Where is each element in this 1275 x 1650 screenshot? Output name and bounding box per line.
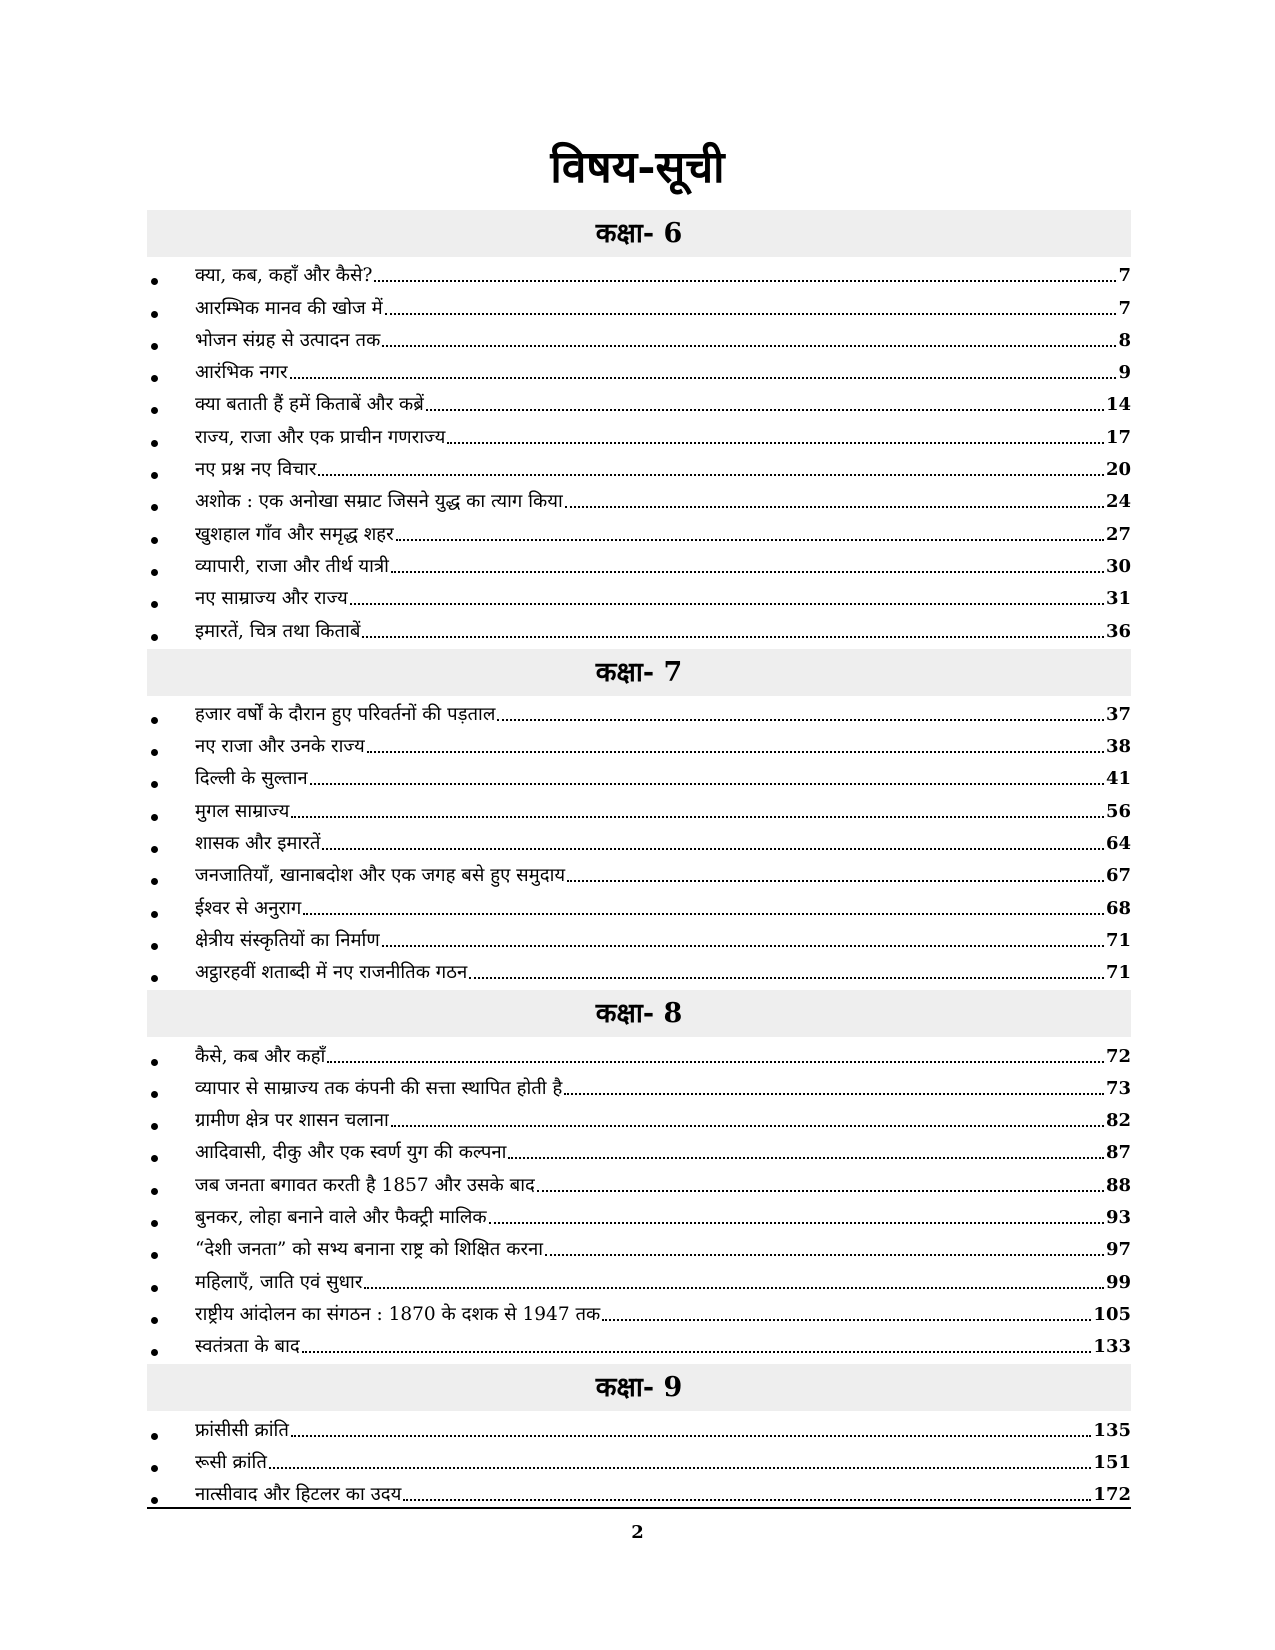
bullet-icon (151, 717, 158, 724)
dot-leader (322, 848, 1104, 850)
toc-entry[interactable] (147, 517, 1131, 549)
entry-title: नए प्रश्न नए विचार (195, 459, 317, 481)
entry-page-number: 7 (1118, 297, 1131, 319)
entry-list (147, 1037, 1131, 1364)
toc-entry[interactable] (147, 388, 1131, 420)
entry-page-number: 38 (1105, 736, 1131, 758)
dot-leader (362, 636, 1104, 638)
entry-page-number: 97 (1105, 1239, 1131, 1261)
bullet-icon (151, 814, 158, 821)
entry-title: स्वतंत्रता के बाद (195, 1336, 300, 1358)
bullet-icon (151, 943, 158, 950)
toc-entry[interactable] (147, 1168, 1131, 1200)
entry-title: क्षेत्रीय संस्कृतियों का निर्माण (195, 929, 380, 951)
entry-page-number: 133 (1093, 1336, 1131, 1358)
bullet-icon (151, 975, 158, 982)
entry-title: ग्रामीण क्षेत्र पर शासन चलाना (195, 1110, 389, 1132)
bullet-icon (151, 781, 158, 788)
bullet-icon (151, 1220, 158, 1227)
toc-entry[interactable] (147, 1104, 1131, 1136)
bullet-icon (151, 472, 158, 479)
toc-entry[interactable] (147, 891, 1131, 923)
toc-entry[interactable] (147, 1039, 1131, 1071)
toc-entry[interactable] (147, 324, 1131, 356)
bullet-icon (151, 1317, 158, 1324)
footer-rule (147, 1507, 1131, 1509)
entry-title: “देशी जनता” को सभ्य बनाना राष्ट्र को शिक्षित करना (195, 1239, 544, 1261)
entry-title: अशोक : एक अनोखा सम्राट जिसने युद्ध का त्याग किया (195, 491, 563, 513)
entry-page-number: 56 (1105, 800, 1131, 822)
bullet-icon (151, 1091, 158, 1098)
entry-page-number: 9 (1118, 362, 1131, 384)
toc-entry[interactable] (147, 924, 1131, 956)
dot-leader (469, 977, 1104, 979)
dot-leader (447, 442, 1104, 444)
bullet-icon (151, 375, 158, 382)
dot-leader (291, 1435, 1092, 1437)
bullet-icon (151, 1497, 158, 1504)
bullet-icon (151, 537, 158, 544)
bullet-icon (151, 1188, 158, 1195)
bullet-icon (151, 634, 158, 641)
entry-page-number: 99 (1105, 1271, 1131, 1293)
entry-title: जब जनता बगावत करती है 1857 और उसके बाद (195, 1174, 535, 1196)
toc-entry[interactable] (147, 698, 1131, 730)
dot-leader (291, 816, 1104, 818)
bullet-icon (151, 1059, 158, 1066)
bullet-icon (151, 311, 158, 318)
dot-leader (565, 506, 1104, 508)
dot-leader (545, 1254, 1104, 1256)
entry-title: राष्ट्रीय आंदोलन का संगठन : 1870 के दशक से 1947 तक (195, 1303, 601, 1325)
dot-leader (382, 345, 1116, 347)
toc-entry[interactable] (147, 956, 1131, 988)
toc-entry[interactable] (147, 1413, 1131, 1445)
dot-leader (303, 913, 1104, 915)
dot-leader (497, 719, 1104, 721)
entry-title: महिलाएँ, जाति एवं सुधार (195, 1271, 363, 1293)
entry-title: नए राजा और उनके राज्य (195, 736, 365, 758)
dot-leader (269, 1467, 1092, 1469)
toc-entry[interactable] (147, 1072, 1131, 1104)
dot-leader (391, 1125, 1104, 1127)
entry-page-number: 20 (1105, 459, 1131, 481)
entry-title: ईश्वर से अनुराग (195, 897, 302, 919)
entry-title: व्यापारी, राजा और तीर्थ यात्री (195, 555, 389, 577)
entry-page-number: 71 (1105, 962, 1131, 984)
section-class-9 (147, 1364, 1131, 1512)
entry-page-number: 88 (1105, 1174, 1131, 1196)
dot-leader (564, 1093, 1104, 1095)
entry-list (147, 696, 1131, 991)
entry-page-number: 31 (1105, 588, 1131, 610)
entry-page-number: 27 (1105, 523, 1131, 545)
section-class-7 (147, 649, 1131, 991)
entry-title: फ्रांसीसी क्रांति (195, 1419, 289, 1441)
entry-page-number: 8 (1118, 329, 1131, 351)
toc-entry[interactable] (147, 730, 1131, 762)
toc-entry[interactable] (147, 762, 1131, 794)
entry-page-number: 14 (1105, 394, 1131, 416)
section-heading: कक्षा- 7 (147, 649, 1131, 696)
section-heading: कक्षा- 8 (147, 990, 1131, 1037)
entry-page-number: 7 (1118, 265, 1131, 287)
dot-leader (567, 880, 1104, 882)
bullet-icon (151, 1155, 158, 1162)
dot-leader (310, 783, 1104, 785)
entry-page-number: 72 (1105, 1045, 1131, 1067)
entry-title: इमारतें, चित्र तथा किताबें (195, 620, 361, 642)
toc-entry[interactable] (147, 453, 1131, 485)
entry-page-number: 17 (1105, 426, 1131, 448)
bullet-icon (151, 1433, 158, 1440)
dot-leader (318, 474, 1104, 476)
entry-page-number: 67 (1105, 865, 1131, 887)
bullet-icon (151, 1465, 158, 1472)
page-number: 2 (631, 1522, 644, 1543)
toc-entry[interactable] (147, 827, 1131, 859)
entry-title: अट्ठारहवीं शताब्दी में नए राजनीतिक गठन (195, 962, 468, 984)
entry-page-number: 36 (1105, 620, 1131, 642)
entry-title: व्यापार से साम्राज्य तक कंपनी की सत्ता स्थापित होती है (195, 1077, 563, 1099)
dot-leader (385, 313, 1117, 315)
toc-entry[interactable] (147, 1478, 1131, 1510)
entry-title: खुशहाल गाँव और समृद्ध शहर (195, 523, 394, 545)
dot-leader (350, 603, 1104, 605)
dot-leader (403, 1499, 1091, 1501)
toc-entry[interactable] (147, 1298, 1131, 1330)
entry-page-number: 87 (1105, 1142, 1131, 1164)
entry-list (147, 1411, 1131, 1512)
entry-title: दिल्ली के सुल्तान (195, 768, 308, 790)
entry-page-number: 172 (1093, 1484, 1131, 1506)
dot-leader (396, 539, 1104, 541)
entry-title: क्या, कब, कहाँ और कैसे? (195, 265, 373, 287)
entry-title: शासक और इमारतें (195, 833, 321, 855)
entry-page-number: 135 (1093, 1419, 1131, 1441)
bullet-icon (151, 911, 158, 918)
toc-entry[interactable] (147, 1201, 1131, 1233)
dot-leader (602, 1319, 1091, 1321)
dot-leader (508, 1157, 1104, 1159)
section-heading: कक्षा- 9 (147, 1364, 1131, 1411)
entry-title: नात्सीवाद और हिटलर का उदय (195, 1484, 402, 1506)
toc-entry[interactable] (147, 859, 1131, 891)
entry-page-number: 71 (1105, 929, 1131, 951)
entry-page-number: 151 (1093, 1451, 1131, 1473)
bullet-icon (151, 569, 158, 576)
toc-entry[interactable] (147, 1446, 1131, 1478)
entry-page-number: 30 (1105, 555, 1131, 577)
entry-title: आरम्भिक मानव की खोज में (195, 297, 383, 319)
entry-title: आदिवासी, दीकु और एक स्वर्ण युग की कल्पना (195, 1142, 507, 1164)
dot-leader (537, 1190, 1104, 1192)
toc-entry[interactable] (147, 1233, 1131, 1265)
bullet-icon (151, 601, 158, 608)
toc-entry[interactable] (147, 259, 1131, 291)
bullet-icon (151, 878, 158, 885)
entry-title: राज्य, राजा और एक प्राचीन गणराज्य (195, 426, 446, 448)
entry-page-number: 105 (1093, 1303, 1131, 1325)
entry-title: बुनकर, लोहा बनाने वाले और फैक्ट्री मालिक (195, 1207, 487, 1229)
entry-page-number: 93 (1105, 1207, 1131, 1229)
bullet-icon (151, 1252, 158, 1259)
entry-title: भोजन संग्रह से उत्पादन तक (195, 329, 381, 351)
section-heading: कक्षा- 6 (147, 210, 1131, 257)
toc-entry[interactable] (147, 794, 1131, 826)
toc-entry[interactable] (147, 582, 1131, 614)
entry-title: हजार वर्षों के दौरान हुए परिवर्तनों की पड़ताल (195, 703, 496, 725)
dot-leader (327, 1061, 1104, 1063)
entry-page-number: 68 (1105, 897, 1131, 919)
toc-entry[interactable] (147, 1136, 1131, 1168)
bullet-icon (151, 749, 158, 756)
toc-entry[interactable] (147, 291, 1131, 323)
toc-entry[interactable] (147, 356, 1131, 388)
dot-leader (374, 280, 1116, 282)
dot-leader (426, 409, 1104, 411)
entry-title: नए साम्राज्य और राज्य (195, 588, 348, 610)
entry-page-number: 73 (1105, 1077, 1131, 1099)
toc-entry[interactable] (147, 550, 1131, 582)
toc-entry[interactable] (147, 1330, 1131, 1362)
bullet-icon (151, 1349, 158, 1356)
bullet-icon (151, 1123, 158, 1130)
toc-entry[interactable] (147, 420, 1131, 452)
dot-leader (302, 1351, 1092, 1353)
dot-leader (382, 945, 1104, 947)
section-class-8 (147, 990, 1131, 1364)
entry-title: क्या बताती हैं हमें किताबें और कब्रें (195, 394, 424, 416)
entry-page-number: 24 (1105, 491, 1131, 513)
toc-entry[interactable] (147, 1265, 1131, 1297)
section-class-6 (147, 210, 1131, 649)
toc-entry[interactable] (147, 485, 1131, 517)
bullet-icon (151, 1285, 158, 1292)
page-title: विषय-सूची (550, 142, 725, 193)
entry-page-number: 41 (1105, 768, 1131, 790)
entry-page-number: 64 (1105, 833, 1131, 855)
dot-leader (290, 377, 1117, 379)
bullet-icon (151, 407, 158, 414)
entry-title: जनजातियाँ, खानाबदोश और एक जगह बसे हुए समुदाय (195, 865, 566, 887)
entry-page-number: 82 (1105, 1110, 1131, 1132)
toc-entry[interactable] (147, 614, 1131, 646)
entry-title: मुगल साम्राज्य (195, 800, 290, 822)
dot-leader (367, 751, 1104, 753)
bullet-icon (151, 504, 158, 511)
bullet-icon (151, 440, 158, 447)
entry-title: आरंभिक नगर (195, 362, 288, 384)
entry-list (147, 257, 1131, 649)
bullet-icon (151, 343, 158, 350)
dot-leader (489, 1222, 1104, 1224)
bullet-icon (151, 846, 158, 853)
table-of-contents (147, 210, 1131, 1512)
entry-page-number: 37 (1105, 703, 1131, 725)
dot-leader (364, 1287, 1104, 1289)
entry-title: रूसी क्रांति (195, 1451, 267, 1473)
entry-title: कैसे, कब और कहाँ (195, 1045, 326, 1067)
dot-leader (391, 571, 1104, 573)
bullet-icon (151, 278, 158, 285)
